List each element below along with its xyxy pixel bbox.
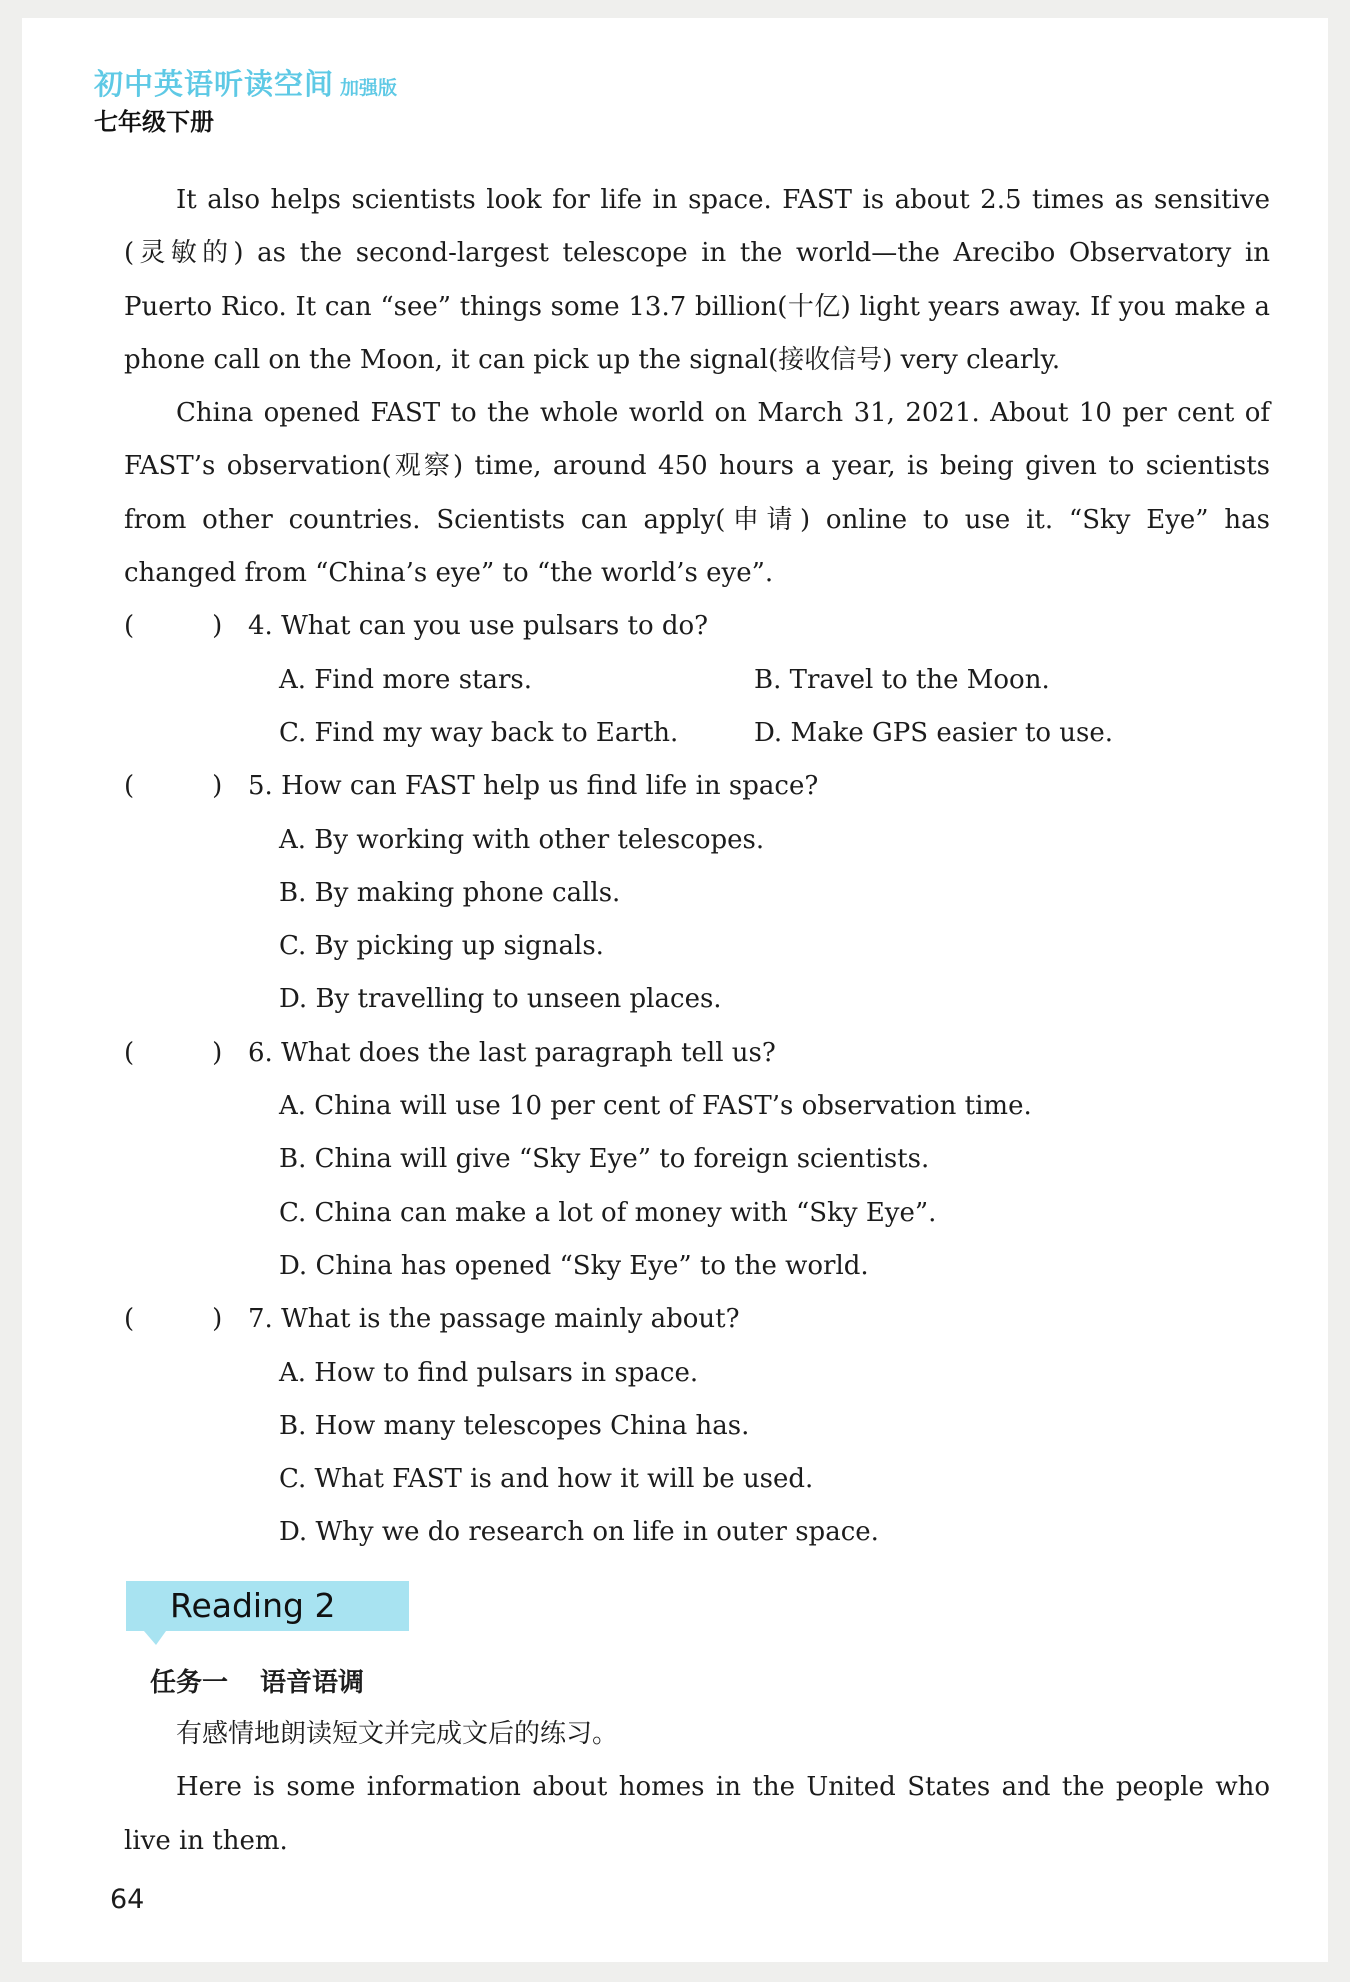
task-heading: [150, 1662, 364, 1699]
reading-2-title: Reading 2: [170, 1586, 336, 1625]
question-stem: 4. What can you use pulsars to do?: [248, 611, 709, 642]
answer-blank[interactable]: ( ): [124, 1304, 223, 1335]
question-4: [124, 600, 1270, 653]
page-number: 64: [110, 1884, 145, 1915]
answer-blank[interactable]: ( ): [124, 1037, 223, 1068]
option-a: A. By working with other telescopes.: [279, 824, 765, 855]
option-d: D. Make GPS easier to use.: [754, 717, 1114, 748]
option-b: B. How many telescopes China has.: [279, 1410, 750, 1441]
passage-paragraph: It also helps scientists look for life in space. FAST is about 2.5 times as sensitive (灵敏的) as the second-largest telescope in the world—the Arecibo Observatory in Puerto Rico. It can “see” things some 13.7 billion(十亿) light years away. If you make a phone call on the Moon, it can pick up the signal(接收信号) very clearly.: [124, 185, 1270, 375]
options-row: [279, 654, 1270, 707]
passage-paragraph: China opened FAST to the whole world on March 31, 2021. About 10 per cent of FAST’s observation(观察) time, around 450 hours a year, is being given to scientists from other countries. Scientists can apply(申请) online to use it. “Sky Eye” has changed from “China’s eye” to “the world’s eye”.: [124, 398, 1270, 589]
option-c: C. China can make a lot of money with “Sky Eye”.: [279, 1197, 937, 1228]
reading-1-body: [124, 174, 1270, 1560]
option-a: A. China will use 10 per cent of FAST’s observation time.: [279, 1091, 1032, 1122]
intro-paragraph: Here is some information about homes in the United States and the people who live in them.: [124, 1772, 1270, 1856]
option-d: D. Why we do research on life in outer space.: [279, 1517, 879, 1548]
answer-blank[interactable]: ( ): [124, 611, 223, 642]
question-6: [124, 1027, 1270, 1080]
question-stem: 7. What is the passage mainly about?: [248, 1304, 740, 1335]
reading-2-body: [124, 1708, 1270, 1868]
series-title-text: 初中英语听读空间: [94, 67, 335, 101]
option-a: A. Find more stars.: [279, 664, 533, 695]
task-title: 语音语调: [260, 1668, 365, 1698]
edition-label: 加强版: [340, 77, 398, 99]
option-c: C. By picking up signals.: [279, 931, 604, 962]
option-c: C. What FAST is and how it will be used.: [279, 1464, 814, 1495]
page: [22, 18, 1328, 1962]
options-row: [279, 707, 1270, 760]
reading-2-banner: [126, 1581, 409, 1631]
option-d: D. China has opened “Sky Eye” to the world.: [279, 1250, 869, 1281]
question-7: [124, 1293, 1270, 1346]
option-b: B. By making phone calls.: [279, 877, 621, 908]
task-label: 任务一: [150, 1668, 229, 1698]
answer-blank[interactable]: ( ): [124, 771, 223, 802]
option-d: D. By travelling to unseen places.: [279, 984, 722, 1015]
instruction-text: 有感情地朗读短文并完成文后的练习。: [176, 1719, 619, 1749]
option-a: A. How to find pulsars in space.: [279, 1357, 699, 1388]
question-stem: 5. How can FAST help us find life in space?: [248, 771, 819, 802]
grade-label: 七年级下册: [94, 108, 214, 136]
question-5: [124, 760, 1270, 813]
option-b: B. Travel to the Moon.: [754, 664, 1050, 695]
option-b: B. China will give “Sky Eye” to foreign scientists.: [279, 1144, 930, 1175]
series-title: [94, 62, 397, 103]
question-stem: 6. What does the last paragraph tell us?: [248, 1037, 776, 1068]
option-c: C. Find my way back to Earth.: [279, 717, 679, 748]
